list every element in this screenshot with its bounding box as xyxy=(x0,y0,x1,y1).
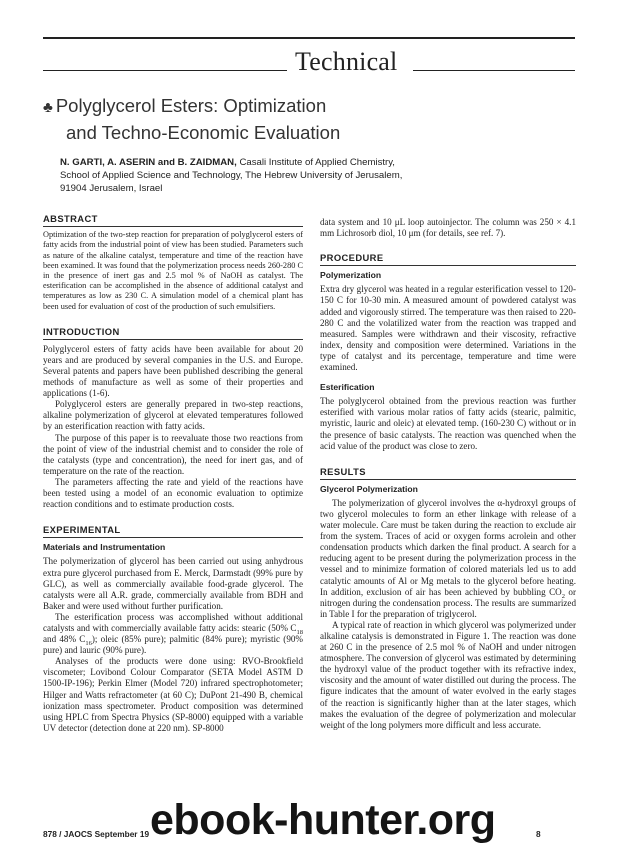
title-line-2: and Techno-Economic Evaluation xyxy=(66,122,341,143)
continued-paragraph: data system and 10 μL loop autoinjector. The column was 250 × 4.1 mm Lichrosorb diol, 10 μm (for details, see ref. 7). xyxy=(320,217,576,239)
intro-paragraph-1: Polyglycerol esters of fatty acids have been available for about 20 years and are produced by several companies in the U.S. and Europe. Several patents and papers have been published describing the general methods of manufacture as well as some of their properties and applications (1-6). xyxy=(43,343,303,399)
mat-p2-sub-1: 18 xyxy=(296,628,303,636)
abstract-heading: ABSTRACT xyxy=(43,213,98,224)
affiliation-2: School of Applied Science and Technology, The Hebrew University of Jerusalem, xyxy=(60,170,403,181)
gp-p1-part-a: The polymerization of glycerol involves the α-hydroxyl groups of two glycerol molecules to form an ether linkage with release of a water molecule. Care must be taken during the reaction to exclude air from the system. Traces of acid or oxygen forms acrolein and other condensation products which darken the final product. A search for a reducing agent to be present during the polymerization process in the vessel and to minimize formation of colored materials led us to add catalytic amounts of Al or Mg metals to the glycerol before heating. In addition, exclusion of air has been achieved by bubbling CO xyxy=(320,497,576,597)
esterification-heading: Esterification xyxy=(320,382,375,393)
materials-paragraph-2 xyxy=(43,612,303,656)
section-title: Technical xyxy=(295,47,398,76)
author-block xyxy=(60,156,560,195)
right-column xyxy=(320,217,576,731)
abstract-rule xyxy=(43,226,303,227)
footer-page-right: 8 xyxy=(536,829,541,839)
introduction-rule xyxy=(43,339,303,340)
results-heading: RESULTS xyxy=(320,465,366,477)
intro-paragraph-4: The parameters affecting the rate and yield of the reactions have been tested using a model of an economic evaluation to optimize reaction conditions and to estimate production costs. xyxy=(43,476,303,510)
watermark: ebook-hunter.org xyxy=(150,796,496,844)
introduction-heading: INTRODUCTION xyxy=(43,325,120,337)
article-title xyxy=(43,93,340,145)
title-line-1: Polyglycerol Esters: Optimization xyxy=(55,95,327,116)
mat-p2-part-c: ); oleic (85% pure); palmitic (84% pure); myristic (90% pure) and lauric (90% pure). xyxy=(43,634,303,656)
materials-paragraph-3: Analyses of the products were done using: RVO-Brookfield viscometer; Lovibond Colour Comparator (SETA Model ASTM D 1500-IP-196); Perkin Elmer (Model 720) infrared spectrophotometer; Hilger and Watts refractometer (at 60 C); DuPont 21-490 B, chemical ionization mass spectrometer. Product composition was determined using HPLC from Spectra Physics (SP-8000) equipped with a variable UV detector (detection done at 220 nm). SP-8000 xyxy=(43,656,303,733)
procedure-heading: PROCEDURE xyxy=(320,252,384,264)
materials-heading: Materials and Instrumentation xyxy=(43,542,166,553)
procedure-rule xyxy=(320,265,576,266)
top-rule xyxy=(43,37,575,39)
glycerol-polymerization-heading: Glycerol Polymerization xyxy=(320,483,418,494)
left-column xyxy=(43,213,303,734)
polymerization-paragraph: Extra dry glycerol was heated in a regular esterification vessel to 120-150 C for 10-30 min. A measured amount of powdered catalyst was added and vigorously stirred. The temperature was then raised to 220-280 C and the volatilized water from the reaction was trapped and measured. Samples were withdrawn and their viscosity, refractive index, density and composition were determined. Variations in the type of catalyst and its percentage, temperature and time were examined. xyxy=(320,284,576,373)
esterification-paragraph: The polyglycerol obtained from the previous reaction was further esterified with various molar ratios of fatty acids (stearic, palmitic, myristic, lauric and oleic) at elevated temp. (160-230 C) without or in the presence of basic catalysts. The reaction was quenched when the acid value of the product was close to zero. xyxy=(320,396,576,451)
affiliation-1: Casali Institute of Applied Chemistry, xyxy=(239,157,395,168)
mat-p2-part-a: The esterification process was accomplished without additional catalysts and with commercially available fatty acids: stearic (50% C xyxy=(43,611,303,633)
gp-p1-part-b: or nitrogen during the condensation process. The results are summarized in Table I for the preparation of triglycerol. xyxy=(320,586,576,619)
mat-p2-part-b: and 48% C xyxy=(43,634,86,645)
abstract-text: Optimization of the two-step reaction for preparation of polyglycerol esters of fatty acids from the industrial point of view has been studied. Parameters such as nature of the alkaline catalyst, temperature and time of the reaction have been examined. It was found that the polymerization process needs 260-280 C in the presence of inert gas and 2.5 mol % of NaOH as catalyst. The esterification can be accomplished in the absence of additional catalyst and temperatures as low as 230 C. A simulation model of a chemical plant has been used for evaluation of cost of the production of such emulsifiers. xyxy=(43,230,303,311)
intro-paragraph-3: The purpose of this paper is to reevaluate those two reactions from the point of view of the industrial chemist and to consider the role of the catalysts (type and concentration), the need for inert gas, and of temperature on the rate of the reaction. xyxy=(43,432,303,476)
materials-paragraph-1: The polymerization of glycerol has been carried out using anhydrous extra pure glycerol purchased from E. Merck, Darmstadt (99% pure by GLC), as well as commercially available food-grade glycerol. The catalysts were all A.R. grade, commercially available from BDH and Baker and were used without further purification. xyxy=(43,556,303,611)
banner-line-left xyxy=(43,70,287,71)
results-paragraph-2: A typical rate of reaction in which glycerol was polymerized under alkaline catalysis is demonstrated in Figure 1. The reaction was done at 260 C in the presence of 2.5 mol % of NaOH and under nitrogen atmosphere. The conversion of glycerol was estimated by determining the hydroxyl value of the product together with its refractive index, viscosity and the amount of water distilled out during the process. The figure indicates that the amount of water evolved in the early stages of the reaction is significantly higher than at the later stages, which makes the evaluation of the degree of polymerization and molecular weight of the long polymers more difficult and less accurate. xyxy=(320,619,576,730)
mat-p2-sub-2: 16 xyxy=(85,639,92,647)
experimental-heading: EXPERIMENTAL xyxy=(43,524,121,536)
author-names: N. GARTI, A. ASERIN and B. ZAIDMAN, xyxy=(60,157,237,168)
results-rule xyxy=(320,479,576,480)
experimental-rule xyxy=(43,537,303,538)
footer-page-info: 878 / JAOCS September 19 xyxy=(43,829,150,839)
intro-paragraph-2: Polyglycerol esters are generally prepared in two-step reactions, alkaline polymerization of glycerol at elevated temperatures followed by an esterification reaction with fatty acids. xyxy=(43,399,303,432)
results-paragraph-1 xyxy=(320,498,576,620)
section-banner xyxy=(43,46,575,78)
trefoil-icon: ♣ xyxy=(43,99,53,116)
affiliation-3: 91904 Jerusalem, Israel xyxy=(60,183,163,194)
polymerization-heading: Polymerization xyxy=(320,270,382,281)
banner-line-right xyxy=(413,70,575,71)
gp-p1-sub: 2 xyxy=(561,592,565,600)
